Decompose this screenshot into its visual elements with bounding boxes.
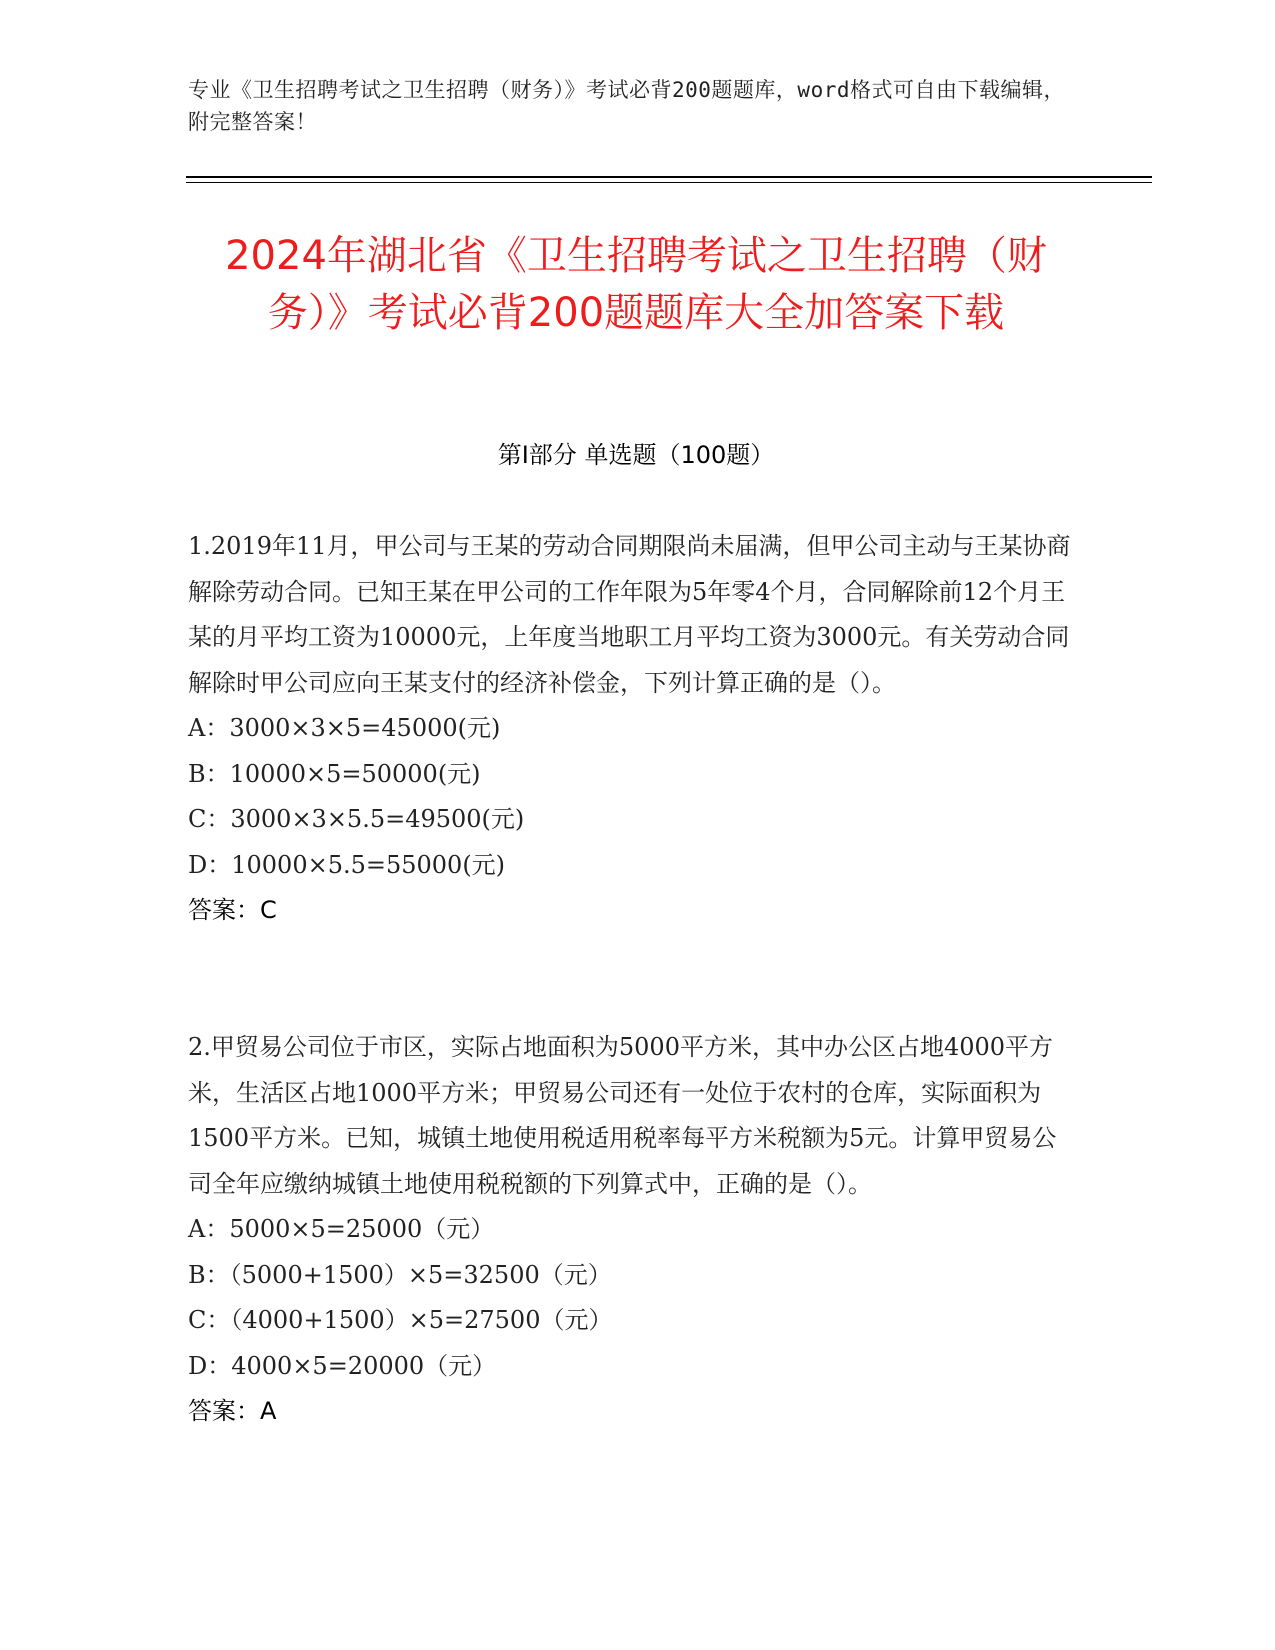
option-c: C：（4000+1500）×5=27500（元） <box>188 1306 613 1334</box>
option-d: D：10000×5.5=55000(元) <box>188 850 506 879</box>
question-2 <box>188 1025 1078 1435</box>
header-note: 专业《卫生招聘考试之卫生招聘（财务）》考试必背200题题库，word格式可自由下载编辑，附完整答案！ <box>188 78 1065 134</box>
option-a: A：3000×3×5=45000(元) <box>188 714 501 742</box>
question-stem: 2.甲贸易公司位于市区，实际占地面积为5000平方米，其中办公区占地4000平方米，生活区占地1000平方米；甲贸易公司还有一处位于农村的仓库，实际面积为1500平方米。已知，城镇土地使用税适用税率每平方米税额为5元。计算甲贸易公司全年应缴纳城镇土地使用税税额的下列算式中，正确的是（）。 <box>188 1033 1057 1198</box>
header-divider-thick <box>186 176 1152 178</box>
section-title: 第Ⅰ部分 单选题（100题） <box>497 441 775 469</box>
header-divider-thin <box>186 182 1152 183</box>
question-1 <box>188 524 1078 934</box>
answer: 答案：C <box>188 896 277 924</box>
option-c: C：3000×3×5.5=49500(元) <box>188 805 525 833</box>
document-title: 2024年湖北省《卫生招聘考试之卫生招聘（财务）》考试必背200题题库大全加答案下载 <box>225 233 1047 336</box>
answer: 答案：A <box>188 1397 277 1425</box>
option-d: D：4000×5=20000（元） <box>188 1351 497 1380</box>
option-b: B：（5000+1500）×5=32500（元） <box>188 1260 612 1289</box>
question-stem: 1.2019年11月，甲公司与王某的劳动合同期限尚未届满，但甲公司主动与王某协商解除劳动合同。已知王某在甲公司的工作年限为5年零4个月，合同解除前12个月王某的月平均工资为10000元，上年度当地职工月平均工资为3000元。有关劳动合同解除时甲公司应向王某支付的经济补偿金，下列计算正确的是（）。 <box>188 532 1071 697</box>
option-a: A：5000×5=25000（元） <box>188 1215 495 1243</box>
option-b: B：10000×5=50000(元) <box>188 759 481 788</box>
